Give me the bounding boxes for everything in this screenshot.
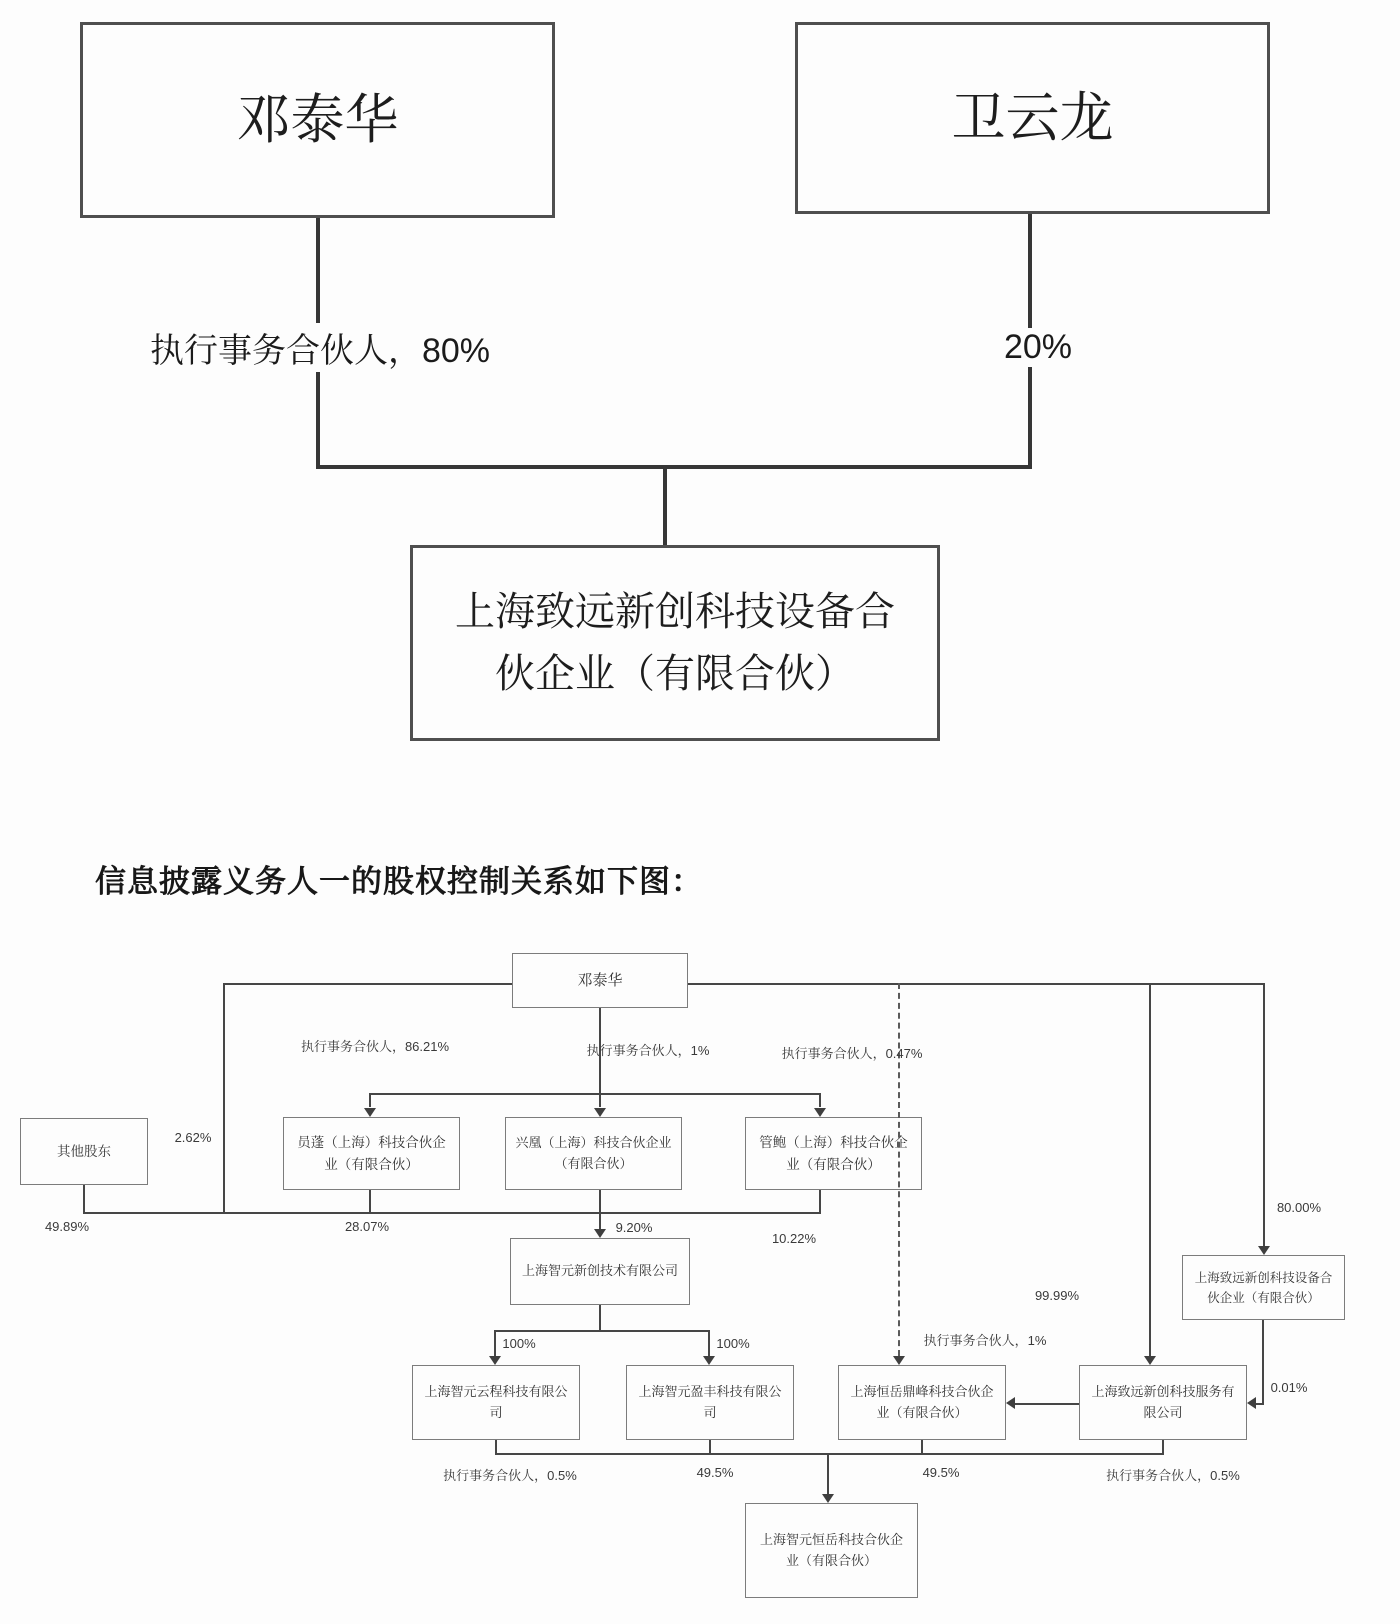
label-gp-05-left: 执行事务合伙人，0.5%	[443, 1468, 577, 1483]
label-920: 9.20%	[615, 1220, 653, 1235]
node-xinghuang: 兴凰（上海）科技合伙企业（有限合伙）	[505, 1117, 682, 1190]
connector-yuncheng-down	[495, 1440, 497, 1454]
label-gp-1: 执行事务合伙人，1%	[586, 1043, 710, 1058]
node-deng-taihua-top: 邓泰华	[80, 22, 555, 218]
edge-label-gp-80: 执行事务合伙人，80%	[142, 323, 498, 372]
arrow-into-guanbao	[814, 1108, 826, 1117]
label-100-left: 100%	[502, 1336, 536, 1351]
connector-splitter-abc	[369, 1093, 821, 1095]
connector-to-yuncheng	[494, 1330, 496, 1356]
connector-262-down	[223, 983, 225, 1214]
label-gp-047: 执行事务合伙人，0.47%	[781, 1046, 923, 1061]
node-zhiyuan-xinchuang: 上海智元新创技术有限公司	[510, 1238, 690, 1305]
label-4989: 49.89%	[44, 1219, 90, 1234]
node-zhiyuan-equipment-top: 上海致远新创科技设备合伙企业（有限合伙）	[410, 545, 940, 741]
connector-collector-zhiyuan	[83, 1212, 821, 1214]
connector-service-down	[1162, 1440, 1164, 1454]
arrow-into-yingfeng	[703, 1356, 715, 1365]
label-2807: 28.07%	[344, 1219, 390, 1234]
label-gp-05-right: 执行事务合伙人，0.5%	[1106, 1468, 1240, 1483]
node-wei-yunlong-top: 卫云龙	[795, 22, 1270, 214]
connector-xinghuang-down	[599, 1190, 601, 1213]
label-gp-1-service: 执行事务合伙人，1%	[923, 1333, 1047, 1348]
label-495-right: 49.5%	[922, 1465, 960, 1480]
connector-hengyue-down	[921, 1440, 923, 1454]
connector-zhiyuan-down	[599, 1305, 601, 1332]
section-caption: 信息披露义务人一的股权控制关系如下图：	[95, 864, 703, 899]
label-1022: 10.22%	[771, 1231, 817, 1246]
arrow-into-yuncheng	[489, 1356, 501, 1365]
connector-top-join	[316, 465, 1032, 469]
connector-other-down	[83, 1185, 85, 1213]
arrow-into-xinghuang	[594, 1108, 606, 1117]
connector-to-yuanpeng	[369, 1093, 371, 1107]
arrow-into-hengyue-dingfeng	[893, 1356, 905, 1365]
connector-9999-down	[1149, 983, 1151, 1356]
label-9999: 99.99%	[1034, 1288, 1080, 1303]
connector-yingfeng-down	[709, 1440, 711, 1454]
node-deng-taihua: 邓泰华	[512, 953, 688, 1008]
edge-label-20: 20%	[996, 328, 1080, 367]
node-other-shareholders: 其他股东	[20, 1118, 148, 1185]
connector-guanbao-down	[819, 1190, 821, 1213]
arrow-into-zhiyuan	[594, 1229, 606, 1238]
arrow-001-into-service	[1247, 1397, 1256, 1409]
connector-equipment-down	[1262, 1320, 1264, 1405]
connector-dashed-control	[898, 983, 900, 1356]
connector-deng-right	[688, 983, 1265, 985]
connector-to-yingfeng	[708, 1330, 710, 1356]
connector-80-down	[1263, 983, 1265, 1247]
node-yingfeng: 上海智元盈丰科技有限公司	[626, 1365, 794, 1440]
connector-001	[1256, 1403, 1264, 1405]
arrow-into-equipment	[1258, 1246, 1270, 1255]
label-100-right: 100%	[716, 1336, 750, 1351]
label-8000: 80.00%	[1276, 1200, 1322, 1215]
label-001: 0.01%	[1270, 1380, 1308, 1395]
label-gp-8621: 执行事务合伙人，86.21%	[300, 1039, 450, 1054]
connector-into-bottom	[827, 1453, 829, 1494]
node-zhiyuan-service: 上海致远新创科技服务有限公司	[1079, 1365, 1247, 1440]
connector-deng-left	[223, 983, 512, 985]
label-495-left: 49.5%	[696, 1465, 734, 1480]
node-guanbao: 管鲍（上海）科技合伙企业（有限合伙）	[745, 1117, 922, 1190]
node-yuncheng: 上海智元云程科技有限公司	[412, 1365, 580, 1440]
arrow-into-zhiyuan-hengyue	[822, 1494, 834, 1503]
arrow-into-service	[1144, 1356, 1156, 1365]
node-zhiyuan-equipment: 上海致远新创科技设备合伙企业（有限合伙）	[1182, 1255, 1345, 1320]
connector-top-to-company	[663, 469, 667, 547]
connector-to-guanbao	[819, 1093, 821, 1107]
label-262: 2.62%	[174, 1130, 212, 1145]
node-zhiyuan-hengyue: 上海智元恒岳科技合伙企业（有限合伙）	[745, 1503, 918, 1598]
connector-yuanpeng-down	[369, 1190, 371, 1213]
connector-gp1-service	[1015, 1403, 1079, 1405]
node-hengyue-dingfeng: 上海恒岳鼎峰科技合伙企业（有限合伙）	[838, 1365, 1006, 1440]
arrow-gp1-into-hengyue	[1006, 1397, 1015, 1409]
connector-splitter-subs	[494, 1330, 710, 1332]
connector-collector-bottom	[495, 1453, 1164, 1455]
arrow-into-yuanpeng	[364, 1108, 376, 1117]
node-yuanpeng: 员蓬（上海）科技合伙企业（有限合伙）	[283, 1117, 460, 1190]
